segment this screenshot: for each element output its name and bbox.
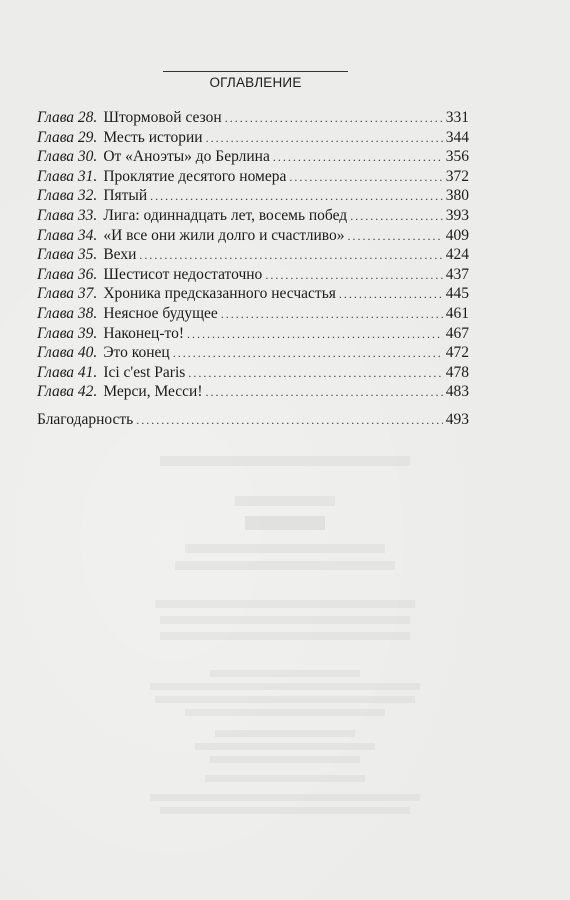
chapter-title: «И все они жили долго и счастливо» xyxy=(103,226,345,244)
page-number: 437 xyxy=(445,265,469,283)
chapter-title: От «Аноэты» до Берлина xyxy=(103,148,270,166)
chapter-title: Мерси, Месси! xyxy=(103,383,203,401)
chapter-label: Глава 28. xyxy=(37,109,98,126)
chapter-title: Ici c'est Paris xyxy=(103,363,186,381)
dot-leader xyxy=(187,325,443,343)
page-number: 472 xyxy=(445,344,469,362)
chapter-title: Хроника предсказанного несчастья xyxy=(103,285,336,303)
chapter-label: Глава 37. xyxy=(37,285,98,303)
dot-leader xyxy=(339,285,443,303)
chapter-title: Шестисот недостаточно xyxy=(103,265,263,283)
chapter-label: Глава 31. xyxy=(37,167,98,185)
chapter-label: Глава 32. xyxy=(37,187,98,205)
dot-leader xyxy=(350,207,443,225)
toc-entry[interactable] xyxy=(37,383,469,403)
header-rule xyxy=(163,71,348,72)
chapter-title: Неясное будущее xyxy=(103,304,218,322)
chapter-title: Месть истории xyxy=(103,128,203,146)
toc-entry[interactable] xyxy=(37,109,469,129)
toc-entry[interactable] xyxy=(37,246,469,266)
chapter-title: Лига: одиннадцать лет, восемь побед xyxy=(103,206,348,224)
page-number: 380 xyxy=(445,187,469,205)
page-number: 461 xyxy=(445,304,469,322)
toc-entry[interactable] xyxy=(37,187,469,207)
page-number: 393 xyxy=(445,206,469,224)
chapter-label: Глава 30. xyxy=(37,148,98,166)
acknowledgements-title: Благодарность xyxy=(37,411,134,428)
toc-entry[interactable] xyxy=(37,266,469,286)
dot-leader xyxy=(273,148,443,166)
dot-leader xyxy=(206,129,443,147)
chapter-label: Глава 35. xyxy=(37,246,98,264)
toc-entry[interactable] xyxy=(37,285,469,305)
dot-leader xyxy=(289,168,442,186)
page-number: 478 xyxy=(445,363,469,381)
page-number: 493 xyxy=(445,411,469,428)
dot-leader xyxy=(221,305,443,323)
table-of-contents xyxy=(37,109,469,403)
page-title: ОГЛАВЛЕНИЕ xyxy=(209,75,302,90)
chapter-label: Глава 34. xyxy=(37,226,98,244)
page-number: 445 xyxy=(445,285,469,303)
dot-leader xyxy=(173,344,443,362)
dot-leader xyxy=(265,266,442,284)
dot-leader xyxy=(150,187,443,205)
dot-leader xyxy=(136,411,442,429)
chapter-label: Глава 36. xyxy=(37,265,98,283)
chapter-label: Глава 42. xyxy=(37,383,98,401)
toc-entry[interactable] xyxy=(37,129,469,149)
toc-entry[interactable] xyxy=(37,227,469,247)
chapter-title: Штормовой сезон xyxy=(103,109,222,126)
chapter-label: Глава 29. xyxy=(37,128,98,146)
reverse-side-bleed-through xyxy=(0,450,570,870)
toc-entry[interactable] xyxy=(37,325,469,345)
toc-entry[interactable] xyxy=(37,344,469,364)
toc-entry[interactable] xyxy=(37,148,469,168)
chapter-title: Проклятие десятого номера xyxy=(103,167,287,185)
page-number: 331 xyxy=(445,109,469,126)
dot-leader xyxy=(139,246,442,264)
toc-entry[interactable] xyxy=(37,168,469,188)
dot-leader xyxy=(348,227,443,245)
toc-entry[interactable] xyxy=(37,207,469,227)
page-number: 467 xyxy=(445,324,469,342)
dot-leader xyxy=(225,109,443,127)
chapter-label: Глава 39. xyxy=(37,324,98,342)
page-number: 372 xyxy=(445,167,469,185)
toc-entry[interactable] xyxy=(37,364,469,384)
dot-leader xyxy=(206,383,443,401)
chapter-label: Глава 33. xyxy=(37,206,98,224)
chapter-title: Пятый xyxy=(103,187,148,205)
page-number: 409 xyxy=(445,226,469,244)
page-number: 356 xyxy=(445,148,469,166)
chapter-label: Глава 38. xyxy=(37,304,98,322)
page-number: 344 xyxy=(445,128,469,146)
toc-entry-acknowledgements[interactable] xyxy=(37,411,469,429)
toc-entry[interactable] xyxy=(37,305,469,325)
chapter-label: Глава 41. xyxy=(37,363,98,381)
chapter-title: Наконец-то! xyxy=(103,324,184,342)
chapter-title: Вехи xyxy=(103,246,137,264)
dot-leader xyxy=(188,364,442,382)
chapter-title: Это конец xyxy=(103,344,170,362)
page-number: 483 xyxy=(445,383,469,401)
page-number: 424 xyxy=(445,246,469,264)
chapter-label: Глава 40. xyxy=(37,344,98,362)
